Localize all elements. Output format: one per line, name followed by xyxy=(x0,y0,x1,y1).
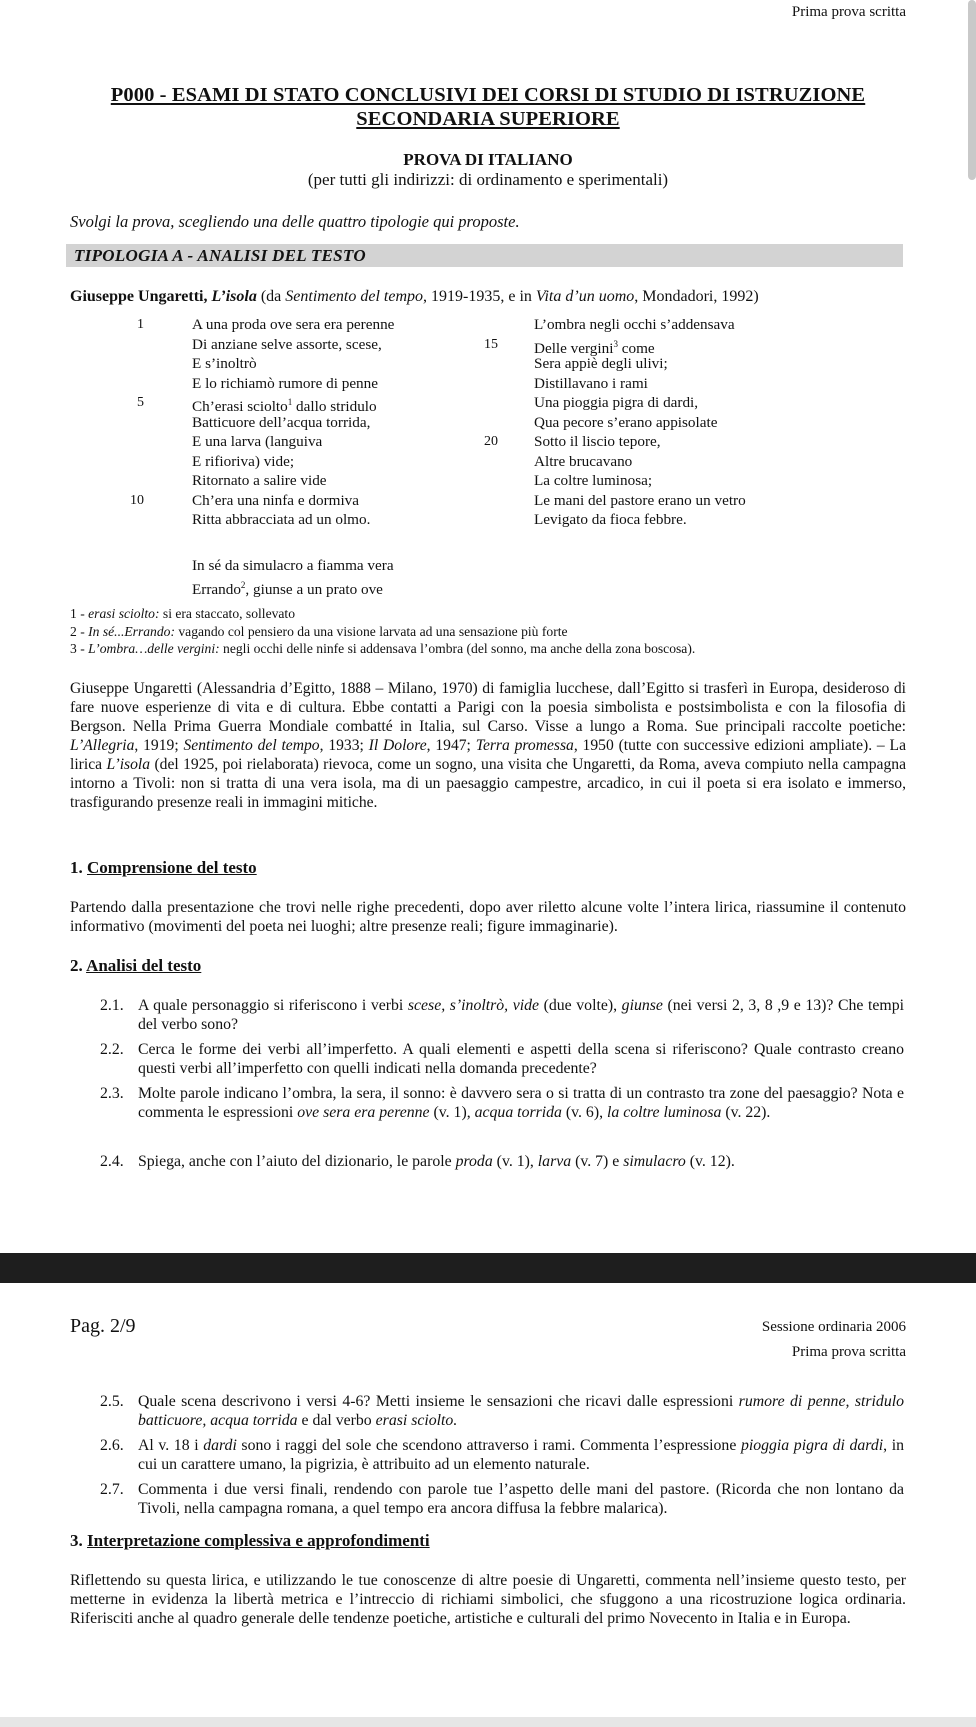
poem-line: Sotto il liscio tepore, xyxy=(534,433,661,450)
poem-line-text: Delle vergini xyxy=(534,339,614,357)
poem-line: Ritornato a salire vide xyxy=(192,472,327,489)
bio-work-title: L’isola xyxy=(106,756,151,773)
exam-subtitle: PROVA DI ITALIANO xyxy=(403,150,573,169)
text: sono i raggi del sole che scendono attraverso i rami. Commenta l’espressione xyxy=(236,1437,741,1454)
poem-line: Distillavano i rami xyxy=(534,374,648,392)
poem-line: Altre brucavano xyxy=(534,452,633,470)
text: A quale personaggio si riferiscono i verbi xyxy=(138,997,408,1014)
poem-line: Levigato da fioca febbre. xyxy=(534,511,687,528)
poem-line-text: Errando xyxy=(192,581,241,599)
bio-text: , 1947; xyxy=(426,737,476,754)
footnote-number: 1 - xyxy=(70,606,89,621)
poem-line: E lo richiamò rumore di penne xyxy=(192,374,378,392)
poem-line: L’ombra negli occhi s’addensava xyxy=(534,316,735,333)
question-2-4 xyxy=(100,1152,904,1171)
footnote-definition: vagando col pensiero da una visione larvata ad una sensazione più forte xyxy=(174,623,568,639)
poem-line: A una proda ove sera era perenne xyxy=(192,316,395,333)
text-italic: simulacro xyxy=(623,1153,686,1170)
question-text xyxy=(138,1084,904,1122)
text: , in cui un carattere umano, la pigrizia, è attribuito ad un elemento naturale. xyxy=(138,1437,904,1473)
footnote-definition: negli occhi delle ninfe si addensava l’ombra (del sonno, ma anche della zona boscosa). xyxy=(219,641,696,656)
question-2-2 xyxy=(100,1040,904,1078)
author-bio xyxy=(70,679,906,812)
source-years: , 1919-1935, e in xyxy=(423,288,536,305)
poem-line: La coltre luminosa; xyxy=(534,472,653,489)
footnote-number: 3 - xyxy=(70,641,89,656)
poem-source xyxy=(70,288,759,306)
section-title: Interpretazione complessiva e approfondimenti xyxy=(87,1531,430,1550)
text: Spiega, anche con l’aiuto del dizionario, le parole xyxy=(138,1153,456,1170)
source-book: Sentimento del tempo xyxy=(285,288,424,305)
poem-line: Ritta abbracciata ad un olmo. xyxy=(192,511,371,528)
text: (nei versi 2, 3, 8 ,9 e 13)? Che tempi del verbo sono? xyxy=(138,997,905,1033)
footnote-term: erasi sciolto: xyxy=(88,606,160,621)
question-number: 2.5. xyxy=(100,1393,124,1410)
footnote xyxy=(70,640,910,658)
footnote-term: In sé...Errando: xyxy=(88,623,175,639)
question-number: 2.4. xyxy=(100,1153,124,1170)
poem-line: Ch’era una ninfa e dormiva xyxy=(192,491,359,509)
poem-line: E s’inoltrò xyxy=(192,355,257,372)
question-number: 2.7. xyxy=(100,1481,124,1498)
text-italic: rumore di penne, stridulo batticuore, acqua torrida xyxy=(138,1393,905,1429)
footnote-definition: si era staccato, sollevato xyxy=(159,606,296,621)
text-italic: acqua torrida xyxy=(474,1104,562,1121)
poem-line: Batticuore dell’acqua torrida, xyxy=(192,413,371,431)
text: (v. 1), xyxy=(429,1104,475,1121)
source-work: L’isola xyxy=(211,288,257,305)
footnote xyxy=(70,623,910,641)
poem-line: E rifioriva) vide; xyxy=(192,452,295,470)
text-italic: erasi sciolto. xyxy=(375,1412,458,1429)
source-collection: Vita d’un uomo xyxy=(535,288,635,305)
text-italic: giunse xyxy=(621,997,663,1014)
question-number: 2.3. xyxy=(100,1085,124,1102)
section-3-text: Riflettendo su questa lirica, e utilizzando le tue conoscenze di altre poesie di Ungaretti, commenta nell’insieme questo testo, per metterne in evidenza la libertà metrica e l’intreccio di richiami simbolici, che sfuggono a una ricostruzione logica ordinaria. Riferisciti anche al quadro generale delle tendenze poetiche, artistiche e culturali del primo Novecento in Italia e in Europa. xyxy=(70,1572,906,1627)
document-page-2 xyxy=(0,1283,976,1717)
text-italic: scese, s’inoltrò, vide xyxy=(407,997,540,1014)
footnote-ref: 1 xyxy=(287,397,293,407)
bio-text: Giuseppe Ungaretti (Alessandria d’Egitto, 1888 – Milano, 1970) di famiglia lucchese, dall’Egitto si trasferì in Europa, desideroso di fare nuove esperienze di vita e di cultura. Ebbe contatti a Parigi con la poesia simbolista e postsimbolista e con la filosofia di Bergson. Nella Prima Guerra Mondiale combatté in Italia, sul Carso. Visse a lungo a Roma. Sue principali raccolte poetiche: xyxy=(70,680,906,735)
text: (v. 1), xyxy=(492,1153,538,1170)
exam-subtitle-note: (per tutti gli indirizzi: di ordinamento e sperimentali) xyxy=(307,170,669,189)
poem-line xyxy=(192,576,383,600)
bio-text: , 1950 (tutte con successive edizioni ampliate). – La lirica xyxy=(70,737,907,773)
text: (v. 12). xyxy=(685,1153,735,1170)
question-2-1 xyxy=(100,996,904,1034)
poem-line: Di anziane selve assorte, scese, xyxy=(192,335,382,353)
poem-line: In sé da simulacro a fiamma vera xyxy=(192,557,394,574)
text: (due volte), xyxy=(539,997,622,1014)
poem-line-rest: dallo stridulo xyxy=(292,398,377,416)
section-title: Analisi del testo xyxy=(86,956,202,975)
instructions: Svolgi la prova, scegliendo una delle quattro tipologie qui proposte. xyxy=(70,212,520,231)
verse-number: 1 xyxy=(137,317,144,332)
text: Molte parole indicano l’ombra, la sera, il sonno: è davvero sera o si tratta di un contrasto tra zone del paesaggio? Nota e commenta le espressioni xyxy=(138,1085,904,1121)
page-number: Pag. 2/9 xyxy=(70,1315,136,1337)
poem-line-text: Ch’erasi sciolto xyxy=(192,398,288,416)
poem-line-rest: , giunse a un prato ove xyxy=(245,581,383,599)
question-2-5 xyxy=(100,1392,904,1430)
section-1-text: Partendo dalla presentazione che trovi nelle righe precedenti, dopo aver riletto alcune volte l’intera lirica, riassumine il contenuto informativo (movimenti del poeta nei luoghi; altre presenze reali; figure immaginarie). xyxy=(70,899,906,935)
question-text: Cerca le forme dei verbi all’imperfetto. A quali elementi e aspetti della scena si riferiscono? Quale contrasto creano questi verbi all’imperfetto con quelli indicati nella domanda precedente? xyxy=(138,1041,904,1077)
question-2-3 xyxy=(100,1084,904,1122)
bio-work-title: Il Dolore xyxy=(368,737,427,754)
bio-work-title: Sentimento del tempo xyxy=(183,737,320,754)
question-text: Commenta i due versi finali, rendendo con parole tue l’aspetto delle mani del pastore. (Ricorda che non lontano da Tivoli, nella campagna romana, a quel tempo era ancora diffusa la febbre malarica). xyxy=(138,1481,904,1517)
section-2-heading xyxy=(70,956,201,976)
text-italic: pioggia pigra di dardi xyxy=(740,1437,884,1454)
header-label: Prima prova scritta xyxy=(791,1344,906,1360)
bio-work-title: L’Allegria xyxy=(70,737,135,754)
text-italic: larva xyxy=(537,1153,572,1170)
question-text xyxy=(138,1436,904,1474)
exam-title-line-1: P000 - ESAMI DI STATO CONCLUSIVI DEI CORSI DI STUDIO DI ISTRUZIONE xyxy=(110,84,866,106)
verse-number: 15 xyxy=(484,336,498,352)
bio-text: (del 1925, poi rielaborata) rievoca, come un sogno, una visita che Ungaretti, da Roma, aveva compiuto nella campagna intorno a Tivoli: non si tratta di una vera isola, ma di un paesaggio campestre, arcadico, in cui il poeta si era isolato e immerso, trasfigurando presenze reali in immagini mitiche. xyxy=(70,756,906,811)
source-mid: (da xyxy=(256,288,286,305)
text-italic: ove sera era perenne xyxy=(297,1104,430,1121)
footnote-ref: 3 xyxy=(613,338,618,349)
tipologia-title: TIPOLOGIA A - ANALISI DEL TESTO xyxy=(74,246,366,265)
question-text xyxy=(138,996,904,1034)
footnotes xyxy=(70,605,910,658)
question-number: 2.6. xyxy=(100,1437,124,1454)
text-italic: dardi xyxy=(203,1437,237,1454)
bio-text: , 1933; xyxy=(319,737,369,754)
question-number: 2.2. xyxy=(100,1041,124,1058)
poem-left-column xyxy=(120,315,460,615)
footnote-term: L’ombra…delle vergini: xyxy=(88,641,220,656)
text: (v. 7) e xyxy=(571,1153,624,1170)
poem-line: Una pioggia pigra di dardi, xyxy=(534,394,699,411)
verse-number: 10 xyxy=(130,492,144,508)
section-number: 3. xyxy=(70,1531,87,1550)
poem-line: Le mani del pastore erano un vetro xyxy=(534,491,746,509)
section-1-heading xyxy=(70,858,257,878)
text: e dal verbo xyxy=(297,1412,376,1429)
footnote-number: 2 - xyxy=(70,623,89,639)
bottom-edge xyxy=(0,1717,976,1727)
poem-right-column xyxy=(460,315,880,535)
verse-number: 20 xyxy=(484,434,498,449)
verse-number: 5 xyxy=(137,395,144,410)
text-italic: la coltre luminosa xyxy=(607,1104,722,1121)
section-title: Comprensione del testo xyxy=(87,858,257,877)
footnote xyxy=(70,605,910,623)
source-author: Giuseppe Ungaretti, xyxy=(70,288,212,305)
bio-text: , 1919; xyxy=(134,737,184,754)
text-italic: proda xyxy=(455,1153,493,1170)
poem-line: Sera appiè degli ulivi; xyxy=(534,355,668,372)
text: Al v. 18 i xyxy=(138,1437,204,1454)
source-publisher: , Mondadori, 1992) xyxy=(634,288,759,305)
section-number: 1. xyxy=(70,858,87,877)
question-text xyxy=(138,1392,904,1430)
tipologia-band xyxy=(66,244,903,267)
header-label: Prima prova scritta xyxy=(791,4,906,20)
question-number: 2.1. xyxy=(100,997,124,1014)
question-2-6 xyxy=(100,1436,904,1474)
text: Quale scena descrivono i versi 4-6? Metti insieme le sensazioni che ricavi dalle espressioni xyxy=(138,1393,739,1410)
session-label: Sessione ordinaria 2006 xyxy=(761,1319,906,1335)
section-3-heading xyxy=(70,1531,430,1551)
section-number: 2. xyxy=(70,956,87,975)
question-2-7 xyxy=(100,1480,904,1518)
bio-work-title: Terra promessa xyxy=(475,737,574,754)
text: (v. 6), xyxy=(561,1104,607,1121)
exam-title-line-2: SECONDARIA SUPERIORE xyxy=(356,108,620,130)
question-text xyxy=(138,1152,904,1171)
poem-line-rest: come xyxy=(617,339,655,357)
poem-line: E una larva (languiva xyxy=(192,433,323,450)
poem-line: Qua pecore s’erano appisolate xyxy=(534,413,718,431)
text: (v. 22). xyxy=(721,1104,771,1121)
page-separator xyxy=(0,1253,976,1283)
footnote-ref: 2 xyxy=(240,580,246,590)
